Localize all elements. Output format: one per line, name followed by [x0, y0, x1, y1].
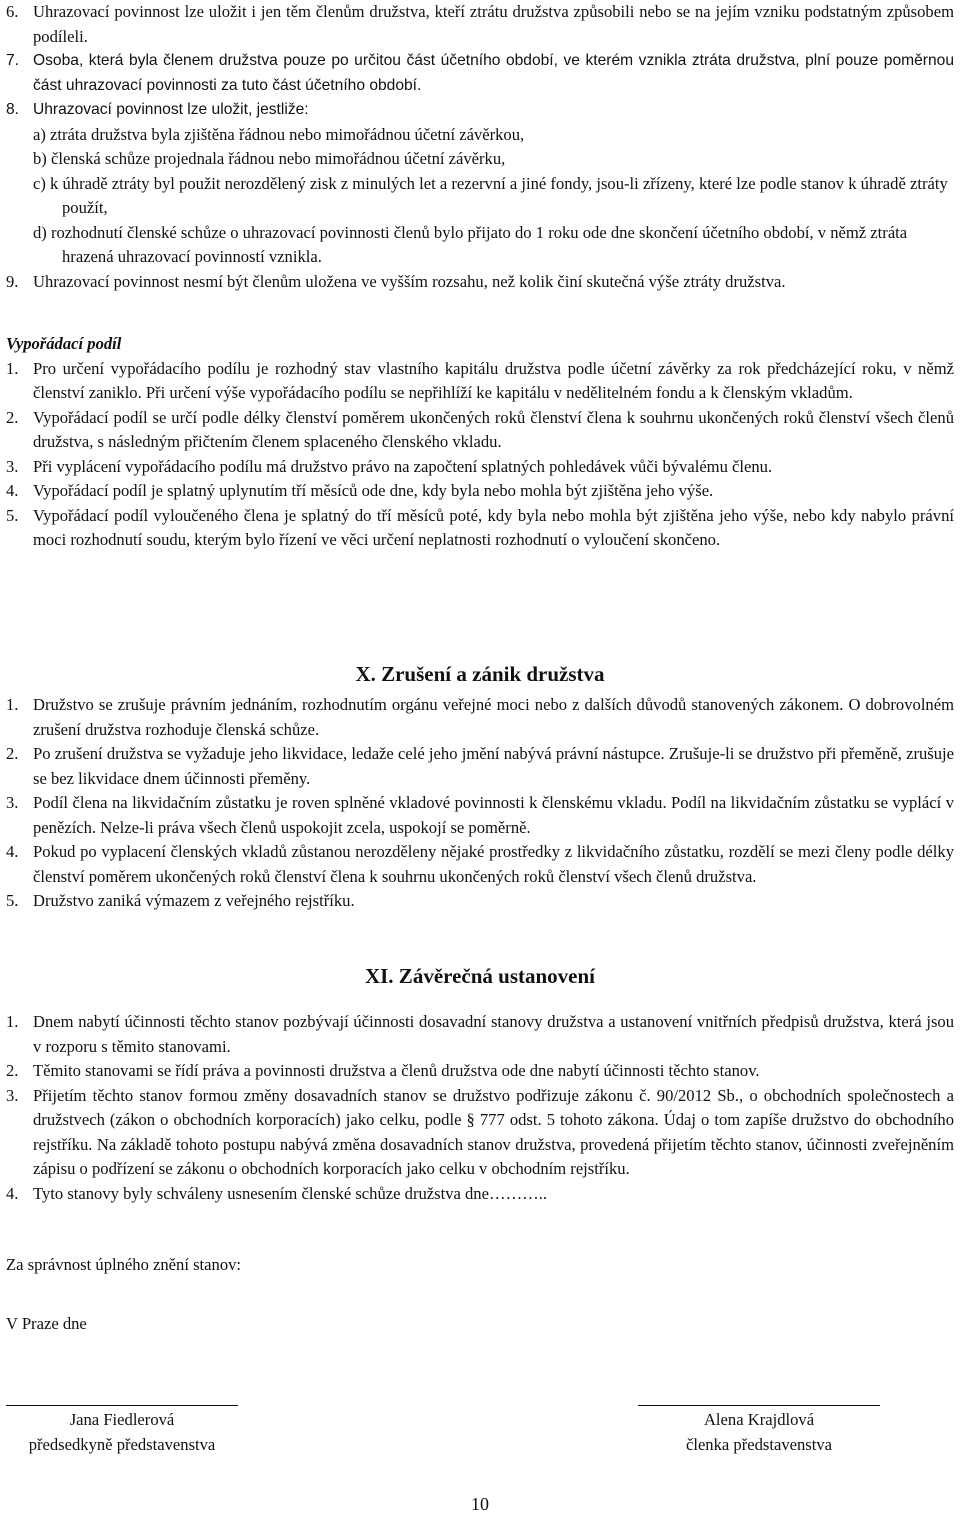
signature-line — [638, 1405, 880, 1406]
list-item — [0, 479, 960, 504]
signature-block-right — [638, 1405, 880, 1457]
item-number: 2. — [6, 1061, 19, 1080]
list-item — [0, 406, 960, 455]
list-item — [0, 840, 960, 889]
item-text: Tyto stanovy byly schváleny usnesením členské schůze družstva dne……….. — [33, 1183, 548, 1203]
place-date-text: V Praze dne — [6, 1314, 87, 1333]
signature-line — [6, 1405, 238, 1406]
certification-text: Za správnost úplného znění stanov: — [6, 1255, 242, 1274]
item-text: Dnem nabytí účinnosti těchto stanov pozbývají účinnosti dosavadní stanovy družstva a ustanovení vnitřních předpisů družstva, která jsou v rozporu s těmito stanovami. — [33, 1012, 954, 1056]
item-number: 7. — [6, 52, 20, 69]
signatory-name: Jana Fiedlerová — [69, 1410, 175, 1429]
list-item — [0, 1182, 960, 1207]
section-xi — [0, 962, 960, 1206]
item-number: 1. — [6, 358, 19, 378]
item-text: Těmito stanovami se řídí práva a povinnosti družstva a členů družstva ode dne nabytí účinnosti těchto stanov. — [33, 1061, 760, 1080]
item-text: Družstvo zaniká výmazem z veřejného rejstříku. — [33, 891, 355, 910]
page-number: 10 — [471, 1494, 489, 1514]
item-text: Vypořádací podíl vyloučeného člena je splatný do tří měsíců poté, kdy byla nebo mohla být zjištěna jeho výše, nebo kdy nabylo právní moci rozhodnutí soudu, kterým bylo řízení ve věci určení neplatnosti rozhodnutí o vyloučení skončeno. — [33, 505, 954, 549]
item-number: 4. — [6, 842, 19, 861]
list-item — [0, 791, 960, 840]
sub-item: b) členská schůze projednala řádnou nebo mimořádnou účetní závěrku, — [33, 149, 506, 168]
item-number: 5. — [6, 505, 19, 525]
sub-item: c) k úhradě ztráty byl použit nerozdělený zisk z minulých let a rezervní a jiné fondy, jsou-li zřízeny, které lze podle stanov k úhradě ztráty použít, — [33, 173, 948, 217]
list-item — [0, 742, 960, 791]
item-text: Po zrušení družstva se vyžaduje jeho likvidace, ledaže celé jeho jmění nabývá právní nástupce. Zrušuje-li se družstvo při přeměně, zrušuje se bez likvidace dnem účinnosti přeměny. — [33, 744, 954, 788]
item-number: 5. — [6, 891, 19, 910]
item-text: Uhrazovací povinnost nesmí být členům uložena ve vyšším rozsahu, než kolik činí skutečná výše ztráty družstva. — [33, 271, 786, 291]
signature-block-left — [6, 1405, 238, 1457]
item-text: Podíl člena na likvidačním zůstatku je roven splněné vkladové povinnosti k členskému vkladu. Podíl na likvidačním zůstatku se vyplácí v penězích. Nelze-li práva všech členů uspokojit zcela, uspokojí se poměrně. — [33, 793, 954, 837]
sub-item: a) ztráta družstva byla zjištěna řádnou nebo mimořádnou účetní závěrkou, — [33, 124, 525, 144]
list-item — [0, 1059, 960, 1084]
section-heading: Vypořádací podíl — [6, 334, 122, 353]
item-text: Vypořádací podíl se určí podle délky členství poměrem ukončených roků členství člena k souhrnu ukončených roků členství všech členů družstva, s následným přičtením členem splaceného členského vkladu. — [33, 407, 954, 451]
list-item — [0, 1010, 960, 1059]
item-number: 2. — [6, 407, 19, 427]
item-text: Uhrazovací povinnost lze uložit i jen těm členům družstva, kteří ztrátu družstva způsobili nebo se na jejím vzniku podstatným způsobem podíleli. — [33, 2, 954, 46]
item-number: 1. — [6, 695, 19, 714]
list-item — [0, 98, 960, 123]
item-number: 2. — [6, 744, 19, 763]
section-vyporadaci — [0, 332, 960, 553]
item-text: Družstvo se zrušuje právním jednáním, rozhodnutím orgánu veřejné moci nebo z dalších důvodů stanovených zákonem. O dobrovolném zrušení družstva rozhoduje členská schůze. — [33, 695, 954, 739]
section-heading: X. Zrušení a zánik družstva — [355, 662, 605, 686]
list-item — [0, 693, 960, 742]
list-item — [0, 889, 960, 914]
item-text: Při vyplácení vypořádacího podílu má družstvo právo na započtení splatných pohledávek vůči bývalému členu. — [33, 456, 773, 476]
item-number: 8. — [6, 101, 20, 118]
list-item — [0, 357, 960, 406]
list-item — [0, 49, 960, 98]
item-text: Vypořádací podíl je splatný uplynutím tří měsíců ode dne, kdy byla nebo mohla být zjištěna jeho výše. — [33, 481, 714, 500]
section-uhrazovaci — [0, 0, 960, 294]
signatory-role: předsedkyně představenstva — [28, 1434, 216, 1454]
list-item — [0, 1084, 960, 1182]
sub-item: d) rozhodnutí členské schůze o uhrazovací povinnosti členů bylo přijato do 1 roku ode dne skončení účetního období, v němž ztráta hrazená uhrazovací povinností vznikla. — [33, 222, 908, 266]
signatory-role: členka představenstva — [685, 1434, 833, 1454]
list-item — [0, 0, 960, 49]
section-x — [0, 660, 960, 914]
item-number: 4. — [6, 481, 19, 500]
item-text: Přijetím těchto stanov formou změny dosavadních stanov se družstvo podřizuje zákonu č. 90/2012 Sb., o obchodních společnostech a družstvech (zákon o obchodních korporacích) jako celku, podle § 777 odst. 5 tohoto zákona. Údaj o tom zapíše družstvo do obchodního rejstříku. Na základě tohoto postupu nabývá změna dosavadních stanov družstva, provedená přijetím těchto stanov, účinnosti zveřejněním zápisu o podřízení se zákonu o obchodních korporacích jako celku v obchodním rejstříku. — [33, 1085, 954, 1178]
item-text: Uhrazovací povinnost lze uložit, jestliže: — [33, 101, 309, 118]
item-number: 4. — [6, 1183, 19, 1203]
item-number: 9. — [6, 271, 19, 291]
item-number: 3. — [6, 456, 19, 476]
list-item — [0, 504, 960, 553]
item-text: Pro určení vypořádacího podílu je rozhodný stav vlastního kapitálu družstva podle účetní závěrky za rok předcházející roku, v němž členství zaniklo. Při určení výše vypořádacího podílu se nepřihlíží ke kapitálu v nedělitelném fondu a k členským vkladům. — [33, 358, 954, 402]
item-number: 1. — [6, 1012, 19, 1031]
item-number: 3. — [6, 793, 19, 812]
item-number: 6. — [6, 2, 19, 21]
item-text: Pokud po vyplacení členských vkladů zůstanou nerozděleny nějaké prostředky z likvidačního zůstatku, rozdělí se mezi členy podle délky členství poměrem ukončených roků členství člena k souhrnu ukončených roků členství všech členů družstva. — [33, 842, 954, 886]
section-heading: XI. Závěrečná ustanovení — [364, 964, 596, 988]
item-number: 3. — [6, 1085, 19, 1105]
item-text: Osoba, která byla členem družstva pouze po určitou část účetního období, ve kterém vznikla ztráta družstva, plní pouze poměrnou část uhrazovací povinnosti za tuto část účetního období. — [33, 52, 954, 94]
list-item — [0, 455, 960, 480]
signatory-name: Alena Krajdlová — [703, 1410, 815, 1429]
list-item — [0, 270, 960, 295]
